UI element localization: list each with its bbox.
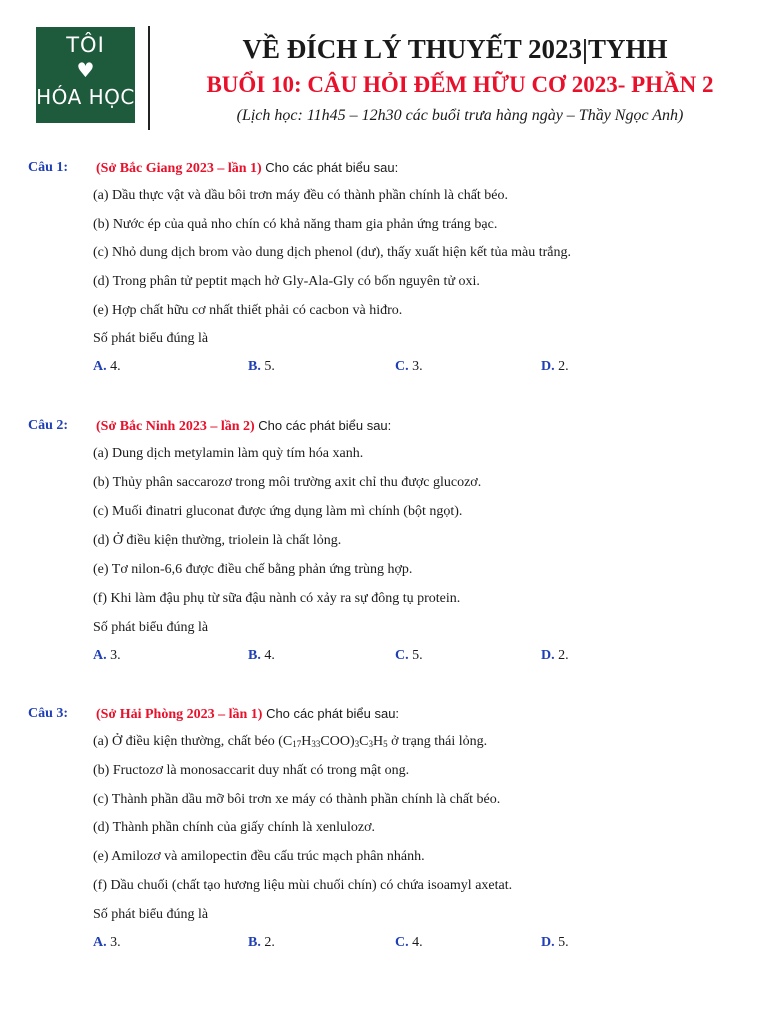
option-b[interactable] <box>248 935 275 951</box>
option-letter: D. <box>541 648 555 663</box>
document-title: VỀ ĐÍCH LÝ THUYẾT 2023|TYHH <box>242 34 668 64</box>
option-value: 3. <box>106 648 121 663</box>
lesson-title: BUỔI 10: CÂU HỎI ĐẾM HỮU CƠ 2023- PHẦN 2 <box>206 72 714 97</box>
formula-subscript: 5 <box>383 739 388 749</box>
option-letter: C. <box>395 648 409 663</box>
formula-part: ở trạng thái lỏng. <box>387 734 488 749</box>
question-heading <box>96 418 391 435</box>
question-source: (Sở Bắc Giang 2023 – lần 1) <box>96 161 262 176</box>
option-letter: C. <box>395 935 409 950</box>
option-letter: B. <box>248 648 261 663</box>
formula-part: C <box>359 734 369 749</box>
statement: (e) Hợp chất hữu cơ nhất thiết phải có cacbon và hiđro. <box>93 303 403 318</box>
statement: (a) Dầu thực vật và dầu bôi trơn máy đều có thành phần chính là chất béo. <box>93 188 509 203</box>
option-value: 3. <box>408 359 423 374</box>
question-header <box>0 418 768 438</box>
option-a[interactable] <box>93 648 121 664</box>
option-d[interactable] <box>541 359 569 375</box>
formula-part: (a) Ở điều kiện thường, chất béo (C <box>93 734 293 749</box>
option-value: 4. <box>260 648 275 663</box>
question-heading <box>96 160 398 177</box>
formula-subscript: 17 <box>292 739 302 749</box>
statement: (c) Nhỏ dung dịch brom vào dung dịch phenol (dư), thấy xuất hiện kết tủa màu trắng. <box>93 245 572 260</box>
option-letter: A. <box>93 935 107 950</box>
option-c[interactable] <box>395 359 423 375</box>
statement: (b) Thủy phân saccarozơ trong môi trường axit chỉ thu được glucozơ. <box>93 475 482 490</box>
statement: (d) Thành phần chính của giấy chính là xenlulozơ. <box>93 820 376 835</box>
formula-subscript: 3 <box>354 739 360 749</box>
option-b[interactable] <box>248 359 275 375</box>
option-b[interactable] <box>248 648 275 664</box>
option-value: 4. <box>106 359 121 374</box>
question-header <box>0 706 768 726</box>
option-letter: B. <box>248 935 261 950</box>
question-intro: Cho các phát biểu sau: <box>262 706 400 721</box>
brand-logo <box>36 27 135 123</box>
formula-subscript: 3 <box>368 739 373 749</box>
formula-subscript: 33 <box>311 739 321 749</box>
option-value: 4. <box>408 935 423 950</box>
question-source: (Sở Bắc Ninh 2023 – lần 2) <box>96 419 255 434</box>
option-a[interactable] <box>93 935 121 951</box>
option-d[interactable] <box>541 935 569 951</box>
option-letter: D. <box>541 935 555 950</box>
question-source: (Sở Hải Phòng 2023 – lần 1) <box>96 707 263 722</box>
option-c[interactable] <box>395 935 423 951</box>
option-c[interactable] <box>395 648 423 664</box>
option-value: 5. <box>408 648 423 663</box>
answer-prompt: Số phát biểu đúng là <box>93 620 209 635</box>
question-number: Câu 2: <box>28 418 69 433</box>
option-letter: A. <box>93 648 107 663</box>
statement: (c) Muối đinatri gluconat được ứng dụng làm mì chính (bột ngọt). <box>93 504 463 519</box>
page-header <box>0 0 768 140</box>
option-value: 2. <box>554 359 569 374</box>
statement: (e) Tơ nilon-6,6 được điều chế bằng phản ứng trùng hợp. <box>93 562 413 577</box>
question-intro: Cho các phát biểu sau: <box>254 418 392 433</box>
statement: (c) Thành phần dầu mỡ bôi trơn xe máy có thành phần chính là chất béo. <box>93 792 501 807</box>
option-value: 3. <box>106 935 121 950</box>
option-a[interactable] <box>93 359 121 375</box>
heart-icon: ♥ <box>76 58 95 82</box>
statement: (b) Fructozơ là monosaccarit duy nhất có trong mật ong. <box>93 763 410 778</box>
header-divider <box>148 26 150 130</box>
question-intro: Cho các phát biểu sau: <box>261 160 399 175</box>
option-letter: D. <box>541 359 555 374</box>
logo-text-line2: HÓA HỌC <box>36 85 135 109</box>
option-value: 5. <box>554 935 569 950</box>
option-value: 5. <box>260 359 275 374</box>
statement: (d) Trong phân tử peptit mạch hở Gly-Ala-Gly có bốn nguyên tử oxi. <box>93 274 480 289</box>
statement: (f) Khi làm đậu phụ từ sữa đậu nành có xảy ra sự đông tụ protein. <box>93 591 461 606</box>
question-heading <box>96 706 399 723</box>
formula-part: H <box>301 734 312 749</box>
option-value: 2. <box>260 935 275 950</box>
question-number: Câu 1: <box>28 160 69 175</box>
statement: (b) Nước ép của quả nho chín có khả năng tham gia phản ứng tráng bạc. <box>93 217 498 232</box>
statement: (a) Dung dịch metylamin làm quỳ tím hóa xanh. <box>93 446 364 461</box>
formula-part: H <box>372 734 384 749</box>
option-letter: C. <box>395 359 409 374</box>
answer-prompt: Số phát biểu đúng là <box>93 331 209 346</box>
question-number: Câu 3: <box>28 706 69 721</box>
option-d[interactable] <box>541 648 569 664</box>
statement: (f) Dầu chuối (chất tạo hương liệu mùi chuối chín) có chứa isoamyl axetat. <box>93 878 513 893</box>
statement: (d) Ở điều kiện thường, triolein là chất lỏng. <box>93 533 342 548</box>
statement: (e) Amilozơ và amilopectin đều cấu trúc mạch phân nhánh. <box>93 849 425 864</box>
formula-part: COO) <box>320 734 355 749</box>
statement <box>93 734 487 750</box>
option-letter: B. <box>248 359 261 374</box>
option-value: 2. <box>554 648 569 663</box>
schedule-note: (Lịch học: 11h45 – 12h30 các buổi trưa hàng ngày – Thầy Ngọc Anh) <box>236 107 684 124</box>
answer-prompt: Số phát biểu đúng là <box>93 907 209 922</box>
logo-text-line1: TÔI <box>66 33 105 57</box>
option-letter: A. <box>93 359 107 374</box>
question-header <box>0 160 768 180</box>
